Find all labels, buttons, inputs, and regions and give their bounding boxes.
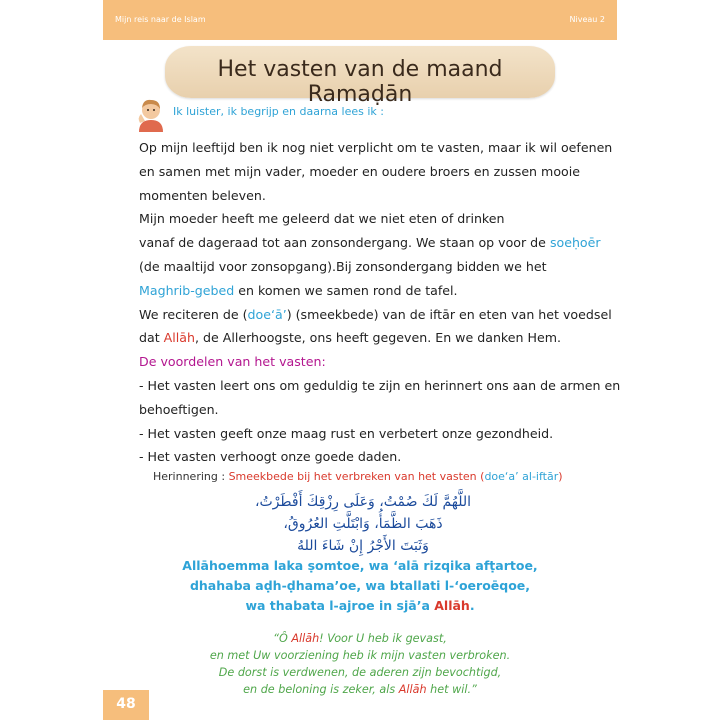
text-segment: “Ô xyxy=(273,632,292,645)
reminder-term: doe‘a’ al-iftār xyxy=(484,470,559,483)
page-title: Het vasten van de maand Ramaḍān xyxy=(217,57,503,107)
text-segment: en komen we samen rond de tafel. xyxy=(234,282,458,298)
text-segment: ) (smeekbede) van de iftār en eten van het voedsel xyxy=(286,306,612,322)
text-line: momenten beleven. xyxy=(139,187,266,203)
benefit-item: behoeftigen. xyxy=(139,401,219,417)
arabic-line: اللَّهُمَّ لَكَ صُمْتُ، وَعَلَى رِزْقِكَ أَفْطَرْتُ، xyxy=(254,494,472,510)
arabic-line: ذَهَبَ الظَّمَأُ، وَابْتَلَّتِ العُرُوقُ، xyxy=(283,516,443,532)
instruction-text: Ik luister, ik begrijp en daarna lees ik : xyxy=(173,105,384,118)
reminder-label: Herinnering : xyxy=(153,470,229,483)
reminder-title: Smeekbede bij het verbreken van het vasten ( xyxy=(228,470,485,483)
translation-line: en met Uw voorziening heb ik mijn vasten verbroken. xyxy=(209,649,511,662)
text-segment: dat xyxy=(139,330,164,346)
lesson-text xyxy=(139,136,621,469)
benefit-item: - Het vasten geeft onze maag rust en verbetert onze gezondheid. xyxy=(139,425,554,441)
book-page xyxy=(103,0,621,720)
term-allah: Allāh xyxy=(163,330,195,346)
term-allah: Allāh xyxy=(434,598,470,613)
text-line: Op mijn leeftijd ben ik nog niet verplicht om te vasten, maar ik wil oefenen xyxy=(139,140,613,155)
page-number-tab xyxy=(103,690,149,720)
text-line: Mijn moeder heeft me geleerd dat we niet eten of drinken xyxy=(139,211,505,227)
translation-line xyxy=(163,632,557,645)
transliteration-line: Allāhoemma laka ṣomtoe, wa ‘alā rizqika afṭartoe, xyxy=(182,558,538,573)
transliteration-line xyxy=(143,598,577,613)
child-listening-icon xyxy=(133,96,169,132)
text-line xyxy=(139,303,612,327)
text-segment: , de Allerhoogste, ons heeft gegeven. En we danken Hem. xyxy=(194,330,561,346)
reminder-close: ) xyxy=(558,470,563,483)
text-segment: vanaf de dageraad tot aan zonsondergang. We staan op voor de xyxy=(139,235,550,251)
text-segment: . xyxy=(469,598,475,613)
text-segment: en de beloning is zeker, als xyxy=(243,683,399,696)
transliteration-line: dhahaba aḍh-ḍhama’oe, wa btallati l-‘oeroēqoe, xyxy=(189,578,531,593)
text-segment: We reciteren de ( xyxy=(139,306,248,322)
text-line xyxy=(139,279,579,303)
term-dua: doe‘ā’ xyxy=(247,306,287,322)
page-number: 48 xyxy=(116,696,136,712)
translation-line: De dorst is verdwenen, de aderen zijn bevochtigd, xyxy=(218,666,502,679)
arabic-line: وَثَبَتَ الأَجْرُ إِنْ شَاءَ اللهُ xyxy=(297,538,429,554)
benefit-item: - Het vasten leert ons om geduldig te zijn en herinnert ons aan de armen en xyxy=(139,377,621,393)
translation-line xyxy=(163,683,557,696)
text-segment: wa thabata l-ajroe in sjā’a xyxy=(245,598,435,613)
term-suhur: soeḥoēr xyxy=(549,235,601,251)
header-band xyxy=(103,0,617,40)
text-line xyxy=(139,231,601,255)
text-line: en samen met mijn vader, moeder en oudere broers en zussen mooie xyxy=(139,163,580,179)
term-maghrib: Maghrib-gebed xyxy=(139,282,235,298)
reminder-line xyxy=(153,470,563,483)
term-allah: Allāh xyxy=(398,683,427,696)
book-title: Mijn reis naar de Islam xyxy=(115,15,206,24)
text-segment: ! Voor U heb ik gevast, xyxy=(319,632,447,645)
benefits-heading: De voordelen van het vasten: xyxy=(139,354,326,370)
level-label: Niveau 2 xyxy=(569,15,605,24)
benefit-item: - Het vasten verhoogt onze goede daden. xyxy=(139,449,402,465)
title-banner xyxy=(165,46,555,107)
text-segment: het wil.” xyxy=(426,683,477,696)
term-allah: Allāh xyxy=(291,632,320,645)
text-line: (de maaltijd voor zonsopgang).Bij zonsondergang bidden we het xyxy=(139,258,547,274)
text-line xyxy=(139,326,579,350)
